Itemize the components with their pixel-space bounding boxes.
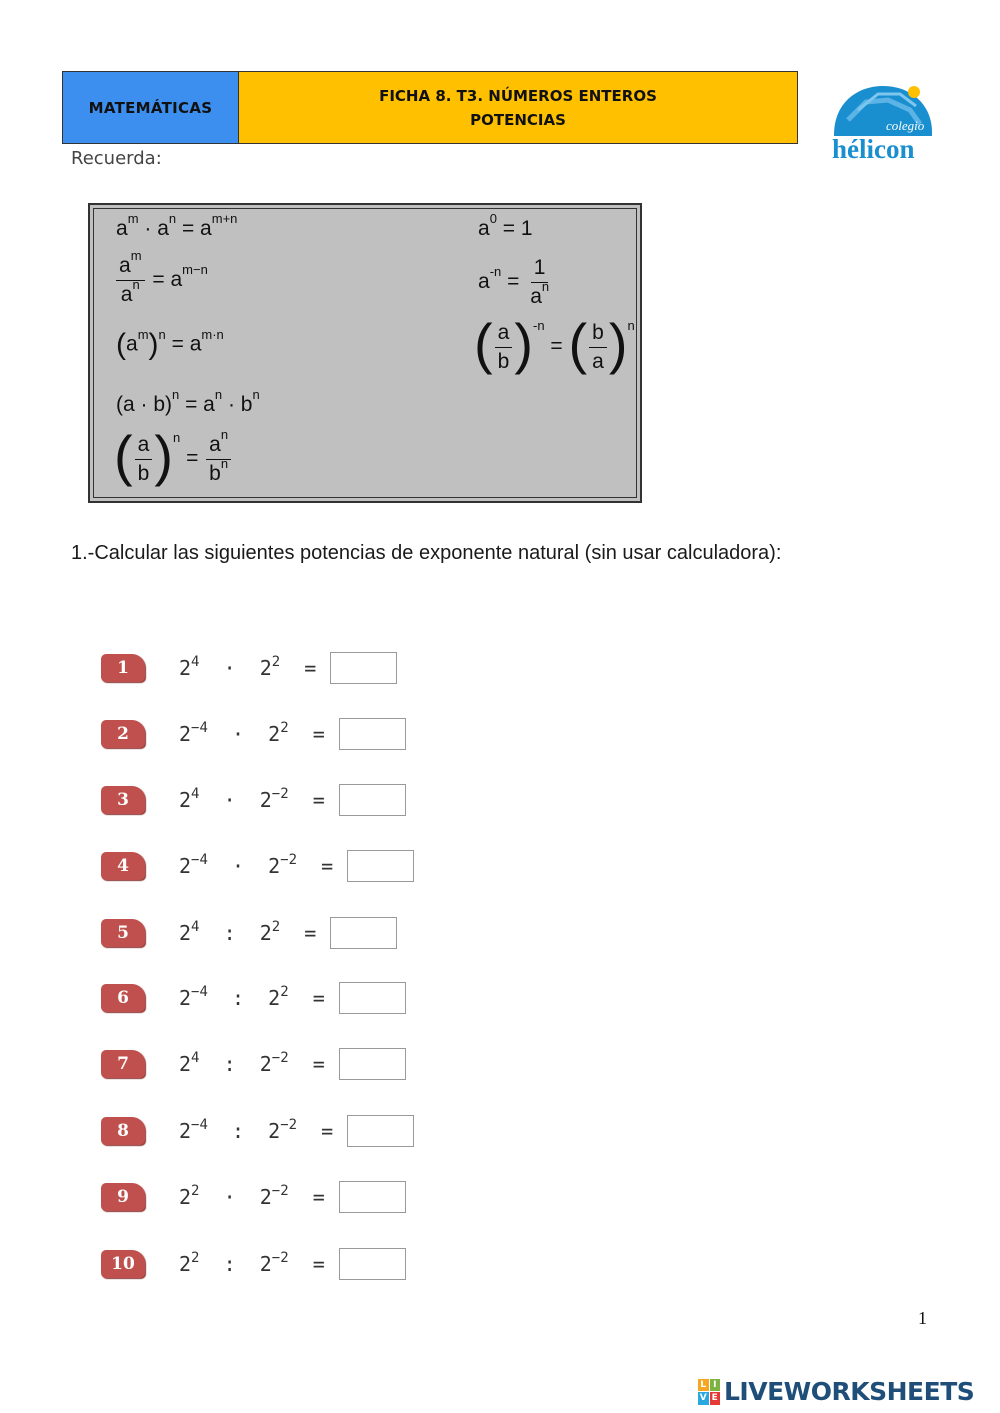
exercise-row-7: [101, 1047, 406, 1081]
exercise-expression: 2 $^{-4}$ · 2 $^{-2}$ =: [179, 852, 334, 878]
formula-power-rule: $(a^m)^n = a^{m\cdot n}$: [116, 326, 224, 361]
exercise-row-1: [101, 651, 397, 685]
answer-input-4[interactable]: [347, 850, 414, 882]
formula-product-rule: $a^m \cdot a^n = a^{m+n}$: [116, 211, 238, 240]
exercise-row-4: [101, 849, 414, 883]
answer-input-2[interactable]: [339, 718, 406, 750]
page-number: 1: [918, 1308, 927, 1328]
exercise-expression: 2 $^2$ : 2 $^{-2}$ =: [179, 1250, 325, 1276]
exercise-row-10: [101, 1247, 406, 1281]
title-line-2: POTENCIAS: [470, 110, 566, 129]
exercise-number-badge: 5: [101, 919, 145, 947]
logo-big-text: hélicon: [832, 134, 915, 162]
logo-graphic: [828, 80, 938, 162]
worksheet-header: [62, 71, 798, 144]
worksheet-title: [239, 72, 797, 143]
liveworksheets-wordmark: LIVEWORKSHEETS: [724, 1377, 975, 1406]
answer-input-8[interactable]: [347, 1115, 414, 1147]
exercise-instruction: 1.-Calcular las siguientes potencias de exponente natural (sin usar calculadora):: [71, 542, 782, 564]
answer-input-7[interactable]: [339, 1048, 406, 1080]
exercise-expression: 2 $^{-4}$ · 2 $^2$ =: [179, 720, 325, 746]
exercise-number-badge: 8: [101, 1117, 145, 1145]
formula-quotient-power: ( $\frac{a}{b}$ ) n = $\frac{a^n}{b^n}$: [114, 431, 233, 487]
exercise-number-badge: 4: [101, 852, 145, 880]
liveworksheets-icon: L I V E: [698, 1379, 720, 1405]
formula-zero-exponent: $a^0 = 1$: [478, 211, 533, 240]
exercise-expression: 2 $^4$ : 2 $^{-2}$ =: [179, 1050, 325, 1076]
formula-product-power: $(a \cdot b)^n = a^n \cdot b^n$: [116, 387, 260, 416]
exercise-row-2: [101, 717, 406, 751]
exercise-number-badge: 6: [101, 984, 145, 1012]
exercise-row-6: [101, 981, 406, 1015]
exercise-row-5: [101, 916, 397, 950]
recuerda-label: Recuerda:: [71, 148, 162, 169]
exercise-expression: 2 $^2$ · 2 $^{-2}$ =: [179, 1183, 325, 1209]
exercise-number-badge: 9: [101, 1183, 145, 1211]
formula-box: [88, 203, 642, 503]
exercise-number-badge: 2: [101, 720, 145, 748]
answer-input-1[interactable]: [330, 652, 397, 684]
exercise-row-8: [101, 1114, 414, 1148]
exercise-expression: 2 $^{-4}$ : 2 $^{-2}$ =: [179, 1117, 334, 1143]
exercise-number-badge: 3: [101, 786, 145, 814]
exercise-expression: 2 $^4$ · 2 $^{-2}$ =: [179, 786, 325, 812]
answer-input-6[interactable]: [339, 982, 406, 1014]
logo-small-text: colegio: [886, 118, 925, 133]
answer-input-10[interactable]: [339, 1248, 406, 1280]
formula-inverse-fraction: ( $\frac{a}{b}$ ) -n = ( $\frac{b}{a}$ ) n: [474, 312, 635, 375]
answer-input-3[interactable]: [339, 784, 406, 816]
liveworksheets-brand: [698, 1377, 974, 1406]
subject-label: MATEMÁTICAS: [63, 72, 239, 143]
school-logo: [828, 80, 938, 162]
answer-input-5[interactable]: [330, 917, 397, 949]
exercise-number-badge: 10: [101, 1250, 145, 1278]
exercise-row-9: [101, 1180, 406, 1214]
formula-quotient-rule: $\frac{a^m}{a^n}$ = $a^{m-n}$: [114, 253, 208, 308]
exercise-number-badge: 7: [101, 1050, 145, 1078]
exercise-row-3: [101, 783, 406, 817]
exercise-number-badge: 1: [101, 654, 145, 682]
exercise-expression: 2 $^4$ · 2 $^2$ =: [179, 654, 317, 680]
answer-input-9[interactable]: [339, 1181, 406, 1213]
exercise-expression: 2 $^4$ : 2 $^2$ =: [179, 919, 317, 945]
exercise-expression: 2 $^{-4}$ : 2 $^2$ =: [179, 984, 325, 1010]
title-line-1: FICHA 8. T3. NÚMEROS ENTEROS: [379, 86, 657, 105]
formula-negative-exponent: $a^{-n}$ = $\frac{1}{a^n}$: [478, 256, 550, 308]
